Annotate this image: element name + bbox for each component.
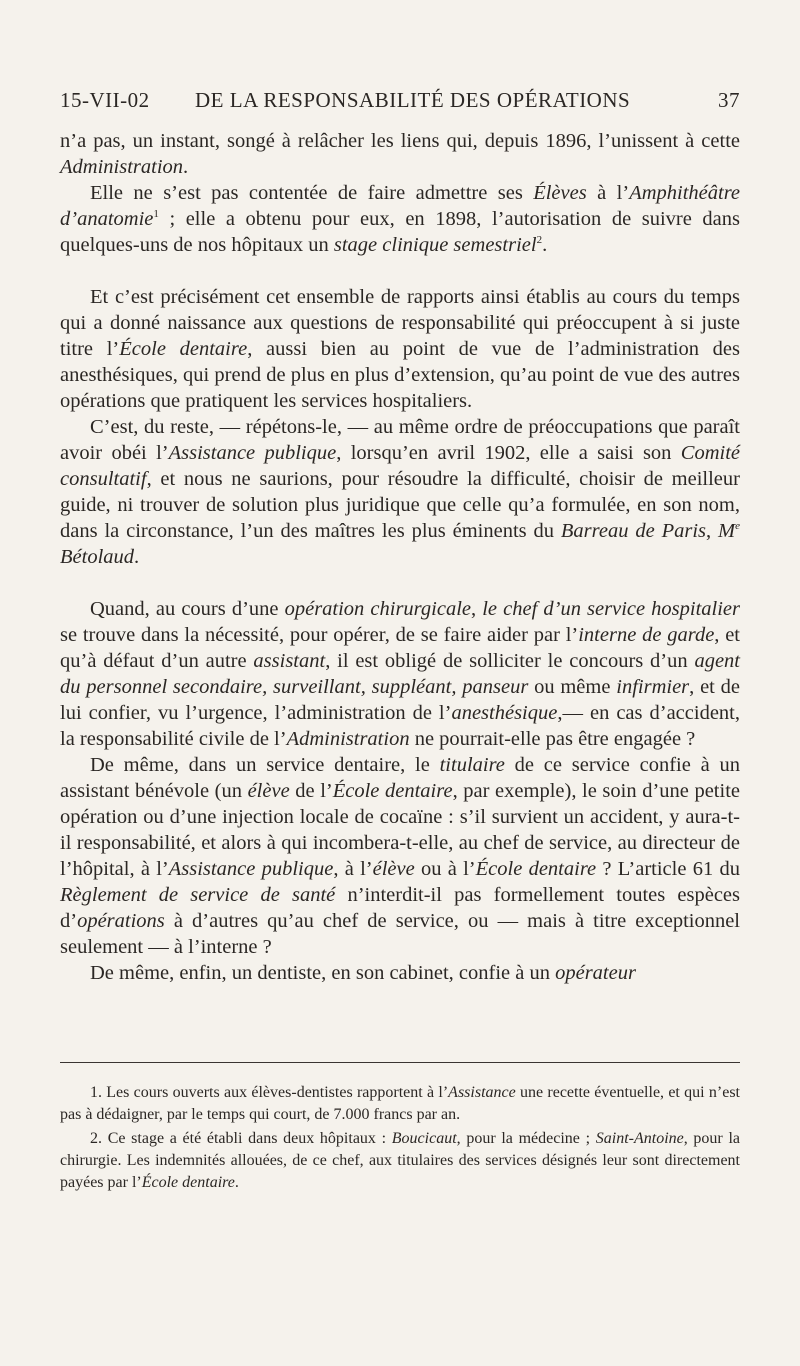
footnote: 2. Ce stage a été établi dans deux hôpitaux : Boucicaut, pour la médecine ; Saint-Antoine, pour la chirurgie. Les indemnités allouées, de ce chef, aux titulaires des services désignés leur sont directement payées par l’École dentaire.: [60, 1130, 741, 1191]
page-number: 37: [718, 88, 740, 112]
body-paragraph: De même, dans un service dentaire, le titulaire de ce service confie à un assistant bénévole (un élève de l’École dentaire, par exemple), le soin d’une petite opération ou d’une injection locale de cocaïne : s’il survient un accident, y aura-t-il responsabilité, et alors à qui incombera-t-elle, au chef de service, au directeur de l’hôpital, à l’Assistance publique, à l’élève ou à l’École dentaire ? L’article 61 du Règlement de service de santé n’interdit-il pas formellement toutes espèces d’opérations à d’autres qu’au chef de service, ou — mais à titre exceptionnel seulement — à l’interne ?: [60, 754, 741, 958]
running-head-title: DE LA RESPONSABILITÉ DES OPÉRATIONS: [195, 88, 631, 112]
running-head-date: 15-VII-02: [60, 88, 150, 112]
footnotes: [60, 1082, 740, 1196]
body-paragraph: Et c’est précisément cet ensemble de rapports ainsi établis au cours du temps qui a donné naissance aux questions de responsabilité qui préoccupent à si juste titre l’École dentaire, aussi bien au point de vue de l’administration des anesthésiques, qui prend de plus en plus d’extension, qu’au point de vue des autres opérations que pratiquent les services hospitaliers.: [60, 286, 740, 412]
body-paragraph: n’a pas, un instant, songé à relâcher les liens qui, depuis 1896, l’unissent à cette Administration.: [60, 130, 740, 178]
body-text: [60, 128, 740, 986]
footnote: 1. Les cours ouverts aux élèves-dentistes rapportent à l’Assistance une recette éventuelle, et qui n’est pas à dédaigner, par le temps qui court, de 7.000 francs par an.: [60, 1084, 740, 1123]
body-paragraph: C’est, du reste, — répétons-le, — au même ordre de préoccupations que paraît avoir obéi l’Assistance publique, lorsqu’en avril 1902, elle a saisi son Comité consultatif, et nous ne saurions, pour résoudre la difficulté, choisir de meilleur guide, ni trouver de solution plus juridique que celle qu’a formulée, en son nom, dans la circonstance, l’un des maîtres les plus éminents du Barreau de Paris, Me Bétolaud.: [60, 416, 740, 568]
body-paragraph: Elle ne s’est pas contentée de faire admettre ses Élèves à l’Amphithéâtre d’anatomie$^1$ ; elle a obtenu pour eux, en 1898, l’autorisation de suivre dans quelques-uns de nos hôpitaux un stage clinique semestriel$^2$.: [60, 182, 741, 256]
body-paragraph: De même, enfin, un dentiste, en son cabinet, confie à un opérateur: [90, 962, 636, 984]
footnote-separator: [60, 1062, 740, 1063]
body-paragraph: Quand, au cours d’une opération chirurgicale, le chef d’un service hospitalier se trouve dans la nécessité, pour opérer, de se faire aider par l’interne de garde, et qu’à défaut d’un autre assistant, il est obligé de solliciter le concours d’un agent du personnel secondaire, surveillant, suppléant, panseur ou même infirmier, et de lui confier, vu l’urgence, l’administration de l’anesthésique,— en cas d’accident, la responsabilité civile de l’Administration ne pourrait-elle pas être engagée ?: [60, 598, 741, 750]
